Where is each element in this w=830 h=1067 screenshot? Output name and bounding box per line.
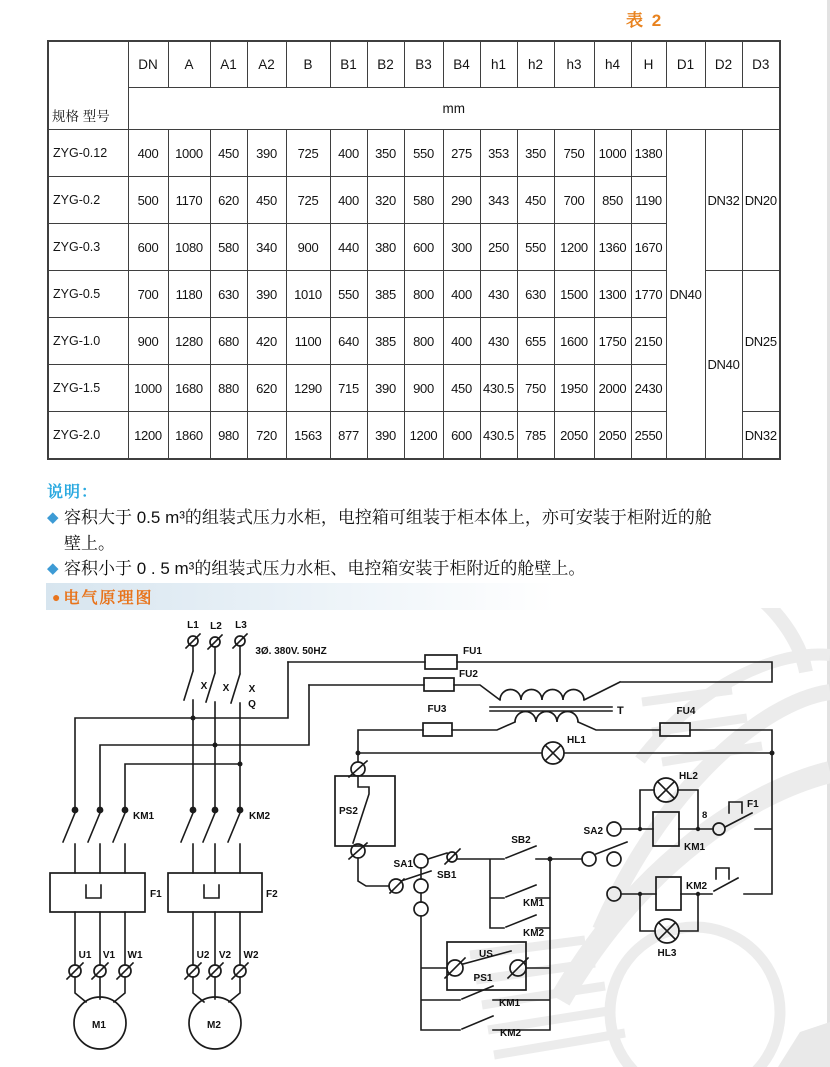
notes-title: 说明： — [47, 484, 99, 501]
diamond-bullet-icon: ◆ — [47, 509, 59, 526]
value-cell: 580 — [210, 224, 247, 271]
value-cell: 1010 — [286, 271, 330, 318]
value-cell: 420 — [247, 318, 286, 365]
value-cell: 1200 — [404, 412, 443, 460]
value-cell: 275 — [443, 130, 480, 177]
value-cell: 725 — [286, 130, 330, 177]
label-terminal8: 8 — [702, 810, 708, 821]
value-cell: 720 — [247, 412, 286, 460]
value-cell: 2000 — [594, 365, 631, 412]
value-cell: 1670 — [631, 224, 666, 271]
row-header-label: 规格 型号 — [48, 41, 128, 130]
value-cell: 880 — [210, 365, 247, 412]
value-cell: 1300 — [594, 271, 631, 318]
value-cell: 620 — [210, 177, 247, 224]
value-cell: 800 — [404, 271, 443, 318]
value-cell: 340 — [247, 224, 286, 271]
value-cell: 1170 — [168, 177, 210, 224]
note-text: 容积大于 0.5 m³的组装式压力水柜，电控箱可组装于柜本体上，亦可安装于柜附近的舱壁上。 — [64, 508, 712, 553]
label-w1: W1 — [127, 950, 143, 961]
switch-sb1 — [389, 879, 428, 893]
value-cell: 400 — [128, 130, 168, 177]
notes-section — [47, 479, 787, 582]
value-cell: 550 — [404, 130, 443, 177]
transformer-t — [500, 690, 584, 723]
label-km1-coil: KM1 — [684, 842, 706, 853]
label-t: T — [617, 705, 624, 717]
value-cell: 385 — [367, 318, 404, 365]
value-cell: 620 — [247, 365, 286, 412]
label-x: X — [222, 683, 230, 694]
circle-bullet-icon: ● — [52, 588, 61, 605]
label-km2-main: KM2 — [249, 811, 271, 822]
value-cell: 350 — [367, 130, 404, 177]
label-hl1: HL1 — [567, 735, 586, 746]
supply-terminals — [186, 634, 247, 649]
fuse-fu1 — [425, 655, 457, 669]
value-cell: 380 — [367, 224, 404, 271]
value-cell: 1380 — [631, 130, 666, 177]
d1-cell: DN40 — [666, 130, 705, 460]
value-cell: 430 — [480, 271, 517, 318]
label-l2: L2 — [210, 621, 222, 632]
column-header: B1 — [330, 41, 367, 88]
column-header: B3 — [404, 41, 443, 88]
model-cell: ZYG-0.12 — [48, 130, 128, 177]
lamp-hl2 — [654, 778, 678, 802]
section-title: 电气原理图 — [63, 590, 154, 607]
column-header: B — [286, 41, 330, 88]
d3-cell: DN32 — [742, 412, 780, 460]
value-cell: 655 — [517, 318, 554, 365]
value-cell: 400 — [330, 130, 367, 177]
label-f2-box: F2 — [266, 889, 278, 900]
value-cell: 440 — [330, 224, 367, 271]
note-item — [47, 505, 737, 556]
label-sa2: SA2 — [583, 826, 603, 837]
value-cell: 250 — [480, 224, 517, 271]
value-cell: 900 — [286, 224, 330, 271]
value-cell: 450 — [517, 177, 554, 224]
value-cell: 1200 — [128, 412, 168, 460]
value-cell: 1280 — [168, 318, 210, 365]
value-cell: 700 — [554, 177, 594, 224]
label-f1-contact: F1 — [747, 799, 759, 810]
label-l3: L3 — [235, 620, 247, 631]
unit-row: mm — [128, 88, 780, 130]
value-cell: 630 — [517, 271, 554, 318]
column-header: DN — [128, 41, 168, 88]
fuse-fu3 — [423, 723, 452, 736]
label-f1-box: F1 — [150, 889, 162, 900]
value-cell: 390 — [247, 130, 286, 177]
value-cell: 300 — [443, 224, 480, 271]
value-cell: 800 — [404, 318, 443, 365]
value-cell: 1360 — [594, 224, 631, 271]
value-cell: 1000 — [168, 130, 210, 177]
lamp-hl1 — [542, 742, 564, 764]
model-cell: ZYG-0.2 — [48, 177, 128, 224]
power-circuit — [50, 634, 309, 1049]
value-cell: 900 — [404, 365, 443, 412]
overload-relay-f1 — [50, 873, 145, 912]
value-cell: 580 — [404, 177, 443, 224]
label-ps1: PS1 — [473, 973, 493, 984]
label-fu4: FU4 — [676, 706, 696, 717]
value-cell: 1563 — [286, 412, 330, 460]
column-header: D2 — [705, 41, 742, 88]
value-cell: 600 — [404, 224, 443, 271]
label-l1: L1 — [187, 620, 199, 631]
value-cell: 353 — [480, 130, 517, 177]
model-cell: ZYG-2.0 — [48, 412, 128, 460]
value-cell: 1000 — [594, 130, 631, 177]
label-m1: M1 — [92, 1020, 106, 1031]
motor-terminals — [67, 963, 248, 979]
value-cell: 900 — [128, 318, 168, 365]
label-km2-coil: KM2 — [686, 881, 708, 892]
value-cell: 1750 — [594, 318, 631, 365]
value-cell: 980 — [210, 412, 247, 460]
label-v2: V2 — [218, 950, 232, 961]
value-cell: 715 — [330, 365, 367, 412]
column-header: B2 — [367, 41, 404, 88]
value-cell: 630 — [210, 271, 247, 318]
value-cell: 450 — [247, 177, 286, 224]
label-fu1: FU1 — [463, 646, 482, 657]
value-cell: 390 — [247, 271, 286, 318]
value-cell: 430.5 — [480, 412, 517, 460]
label-q: Q — [248, 699, 256, 710]
value-cell: 1950 — [554, 365, 594, 412]
value-cell: 550 — [517, 224, 554, 271]
column-header: A — [168, 41, 210, 88]
spec-table — [47, 40, 781, 460]
value-cell: 400 — [443, 271, 480, 318]
contactor-main-contacts — [72, 807, 244, 814]
value-cell: 1680 — [168, 365, 210, 412]
value-cell: 430.5 — [480, 365, 517, 412]
label-fu2: FU2 — [459, 669, 478, 680]
column-header: A2 — [247, 41, 286, 88]
value-cell: 1290 — [286, 365, 330, 412]
label-hl2: HL2 — [679, 771, 698, 782]
label-km1-aux: KM1 — [523, 898, 545, 909]
value-cell: 1190 — [631, 177, 666, 224]
label-w2: W2 — [243, 950, 259, 961]
model-cell: ZYG-1.5 — [48, 365, 128, 412]
label-sa1: SA1 — [393, 859, 413, 870]
value-cell: 550 — [330, 271, 367, 318]
value-cell: 700 — [128, 271, 168, 318]
value-cell: 400 — [443, 318, 480, 365]
value-cell: 1180 — [168, 271, 210, 318]
value-cell: 600 — [443, 412, 480, 460]
value-cell: 1860 — [168, 412, 210, 460]
d3-cell: DN20 — [742, 130, 780, 271]
column-header: D1 — [666, 41, 705, 88]
circuit-diagram — [0, 608, 830, 1067]
value-cell: 725 — [286, 177, 330, 224]
label-us: US — [479, 949, 493, 960]
value-cell: 785 — [517, 412, 554, 460]
value-cell: 2430 — [631, 365, 666, 412]
value-cell: 600 — [128, 224, 168, 271]
label-supply: 3Ø. 380V. 50HZ — [255, 646, 327, 657]
value-cell: 1080 — [168, 224, 210, 271]
value-cell: 877 — [330, 412, 367, 460]
column-header: h1 — [480, 41, 517, 88]
label-x: X — [248, 684, 256, 695]
label-u1: U1 — [78, 950, 92, 961]
value-cell: 2150 — [631, 318, 666, 365]
column-header: B4 — [443, 41, 480, 88]
column-header: h3 — [554, 41, 594, 88]
table-caption: 表 2 — [626, 11, 664, 30]
label-m2: M2 — [207, 1020, 221, 1031]
note-item — [47, 556, 737, 582]
value-cell: 750 — [554, 130, 594, 177]
label-v1: V1 — [102, 950, 116, 961]
value-cell: 750 — [517, 365, 554, 412]
column-header: A1 — [210, 41, 247, 88]
value-cell: 390 — [367, 412, 404, 460]
value-cell: 350 — [517, 130, 554, 177]
label-ps2: PS2 — [339, 806, 358, 817]
diamond-bullet-icon: ◆ — [47, 560, 59, 577]
value-cell: 850 — [594, 177, 631, 224]
column-header: h4 — [594, 41, 631, 88]
label-sb1: SB1 — [437, 870, 457, 881]
label-fu3: FU3 — [427, 704, 447, 715]
label-km1-lower: KM1 — [499, 998, 521, 1009]
label-km1-main: KM1 — [133, 811, 155, 822]
label-km2-lower: KM2 — [500, 1028, 522, 1039]
d2-cell: DN40 — [705, 271, 742, 460]
junction-terminal — [414, 902, 428, 916]
value-cell: 640 — [330, 318, 367, 365]
value-cell: 680 — [210, 318, 247, 365]
d2-cell: DN32 — [705, 130, 742, 271]
value-cell: 320 — [367, 177, 404, 224]
value-cell: 1600 — [554, 318, 594, 365]
table-row — [48, 130, 780, 177]
value-cell: 1770 — [631, 271, 666, 318]
value-cell: 1200 — [554, 224, 594, 271]
column-header: D3 — [742, 41, 780, 88]
value-cell: 1000 — [128, 365, 168, 412]
fuse-fu2 — [424, 678, 454, 691]
model-cell: ZYG-1.0 — [48, 318, 128, 365]
model-cell: ZYG-0.3 — [48, 224, 128, 271]
value-cell: 430 — [480, 318, 517, 365]
value-cell: 1500 — [554, 271, 594, 318]
label-km2-aux: KM2 — [523, 928, 545, 939]
value-cell: 2550 — [631, 412, 666, 460]
value-cell: 390 — [367, 365, 404, 412]
value-cell: 343 — [480, 177, 517, 224]
label-x: X — [200, 681, 208, 692]
model-cell: ZYG-0.5 — [48, 271, 128, 318]
section-header — [46, 583, 830, 610]
overload-relay-f2 — [168, 873, 262, 912]
value-cell: 2050 — [554, 412, 594, 460]
note-text: 容积小于 0 . 5 m³的组装式压力水柜、电控箱安装于柜附近的舱壁上。 — [64, 559, 586, 578]
column-header: H — [631, 41, 666, 88]
value-cell: 450 — [443, 365, 480, 412]
switch-sa1 — [414, 849, 460, 868]
value-cell: 500 — [128, 177, 168, 224]
column-header: h2 — [517, 41, 554, 88]
label-u2: U2 — [196, 950, 210, 961]
d3-cell: DN25 — [742, 271, 780, 412]
value-cell: 385 — [367, 271, 404, 318]
value-cell: 400 — [330, 177, 367, 224]
value-cell: 2050 — [594, 412, 631, 460]
label-hl3: HL3 — [657, 948, 677, 959]
value-cell: 290 — [443, 177, 480, 224]
label-sb2: SB2 — [511, 835, 531, 846]
value-cell: 1100 — [286, 318, 330, 365]
value-cell: 450 — [210, 130, 247, 177]
